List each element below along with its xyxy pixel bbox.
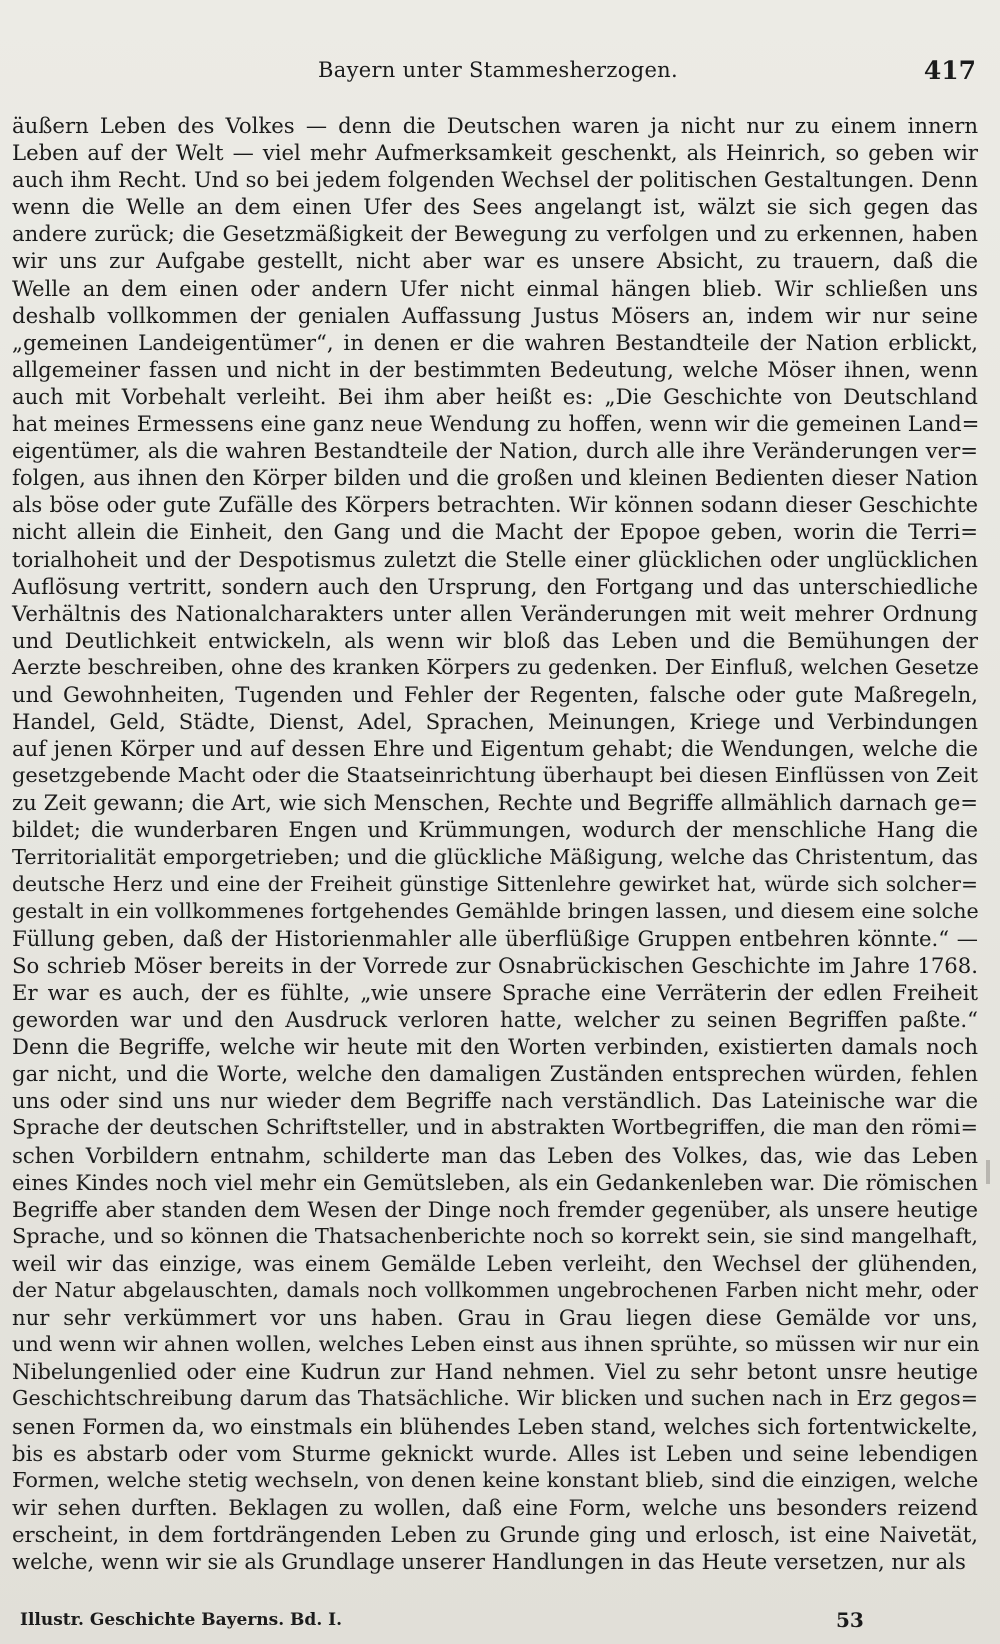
page-header (20, 58, 976, 88)
text-line: als böse oder gute Zufälle des Körpers betrachten. Wir können sodann dieser Geschichte (12, 492, 978, 518)
text-line: nicht allein die Einheit, den Gang und die Macht der Epopoe geben, worin die Terri= (12, 519, 978, 545)
text-line: Nibelungenlied oder eine Kudrun zur Hand nehmen. Viel zu sehr betont unsre heutige (12, 1359, 978, 1385)
text-line: äußern Leben des Volkes — denn die Deutschen waren ja nicht nur zu einem innern (12, 113, 978, 138)
text-line: und wenn wir ahnen wollen, welches Leben einst aus ihnen sprühte, so müssen wir nur ein (12, 1332, 980, 1357)
text-line: Handel, Geld, Städte, Dienst, Adel, Sprachen, Meinungen, Kriege und Verbindungen (12, 709, 978, 735)
text-line: torialhoheit und der Despotismus zuletzt die Stelle einer glücklichen oder unglücklichen (12, 546, 978, 572)
signature-mark: 53 (836, 1608, 864, 1632)
running-head: Bayern unter Stammesherzogen. (318, 58, 678, 82)
text-line: allgemeiner fassen und nicht in der bestimmten Bedeutung, welche Möser ihnen, wenn (12, 356, 978, 382)
text-line: Territorialität emporgetrieben; und die glückliche Mäßigung, welche das Christentum, das (12, 844, 978, 869)
text-line: Aerzte beschreiben, ohne des kranken Körpers zu gedenken. Der Einfluß, welchen Gesetze (12, 654, 979, 679)
text-line: Auflösung vertritt, sondern auch den Ursprung, den Fortgang und das unterschiedliche (12, 573, 978, 599)
text-line: welche, wenn wir sie als Grundlage unserer Handlungen in das Heute versetzen, nur als (12, 1548, 966, 1574)
text-line: wir sehen durften. Beklagen zu wollen, daß eine Form, welche uns besonders reizend (12, 1494, 978, 1520)
text-line: wir uns zur Aufgabe gestellt, nicht aber war es unsere Absicht, zu trauern, daß die (12, 248, 978, 274)
text-line: Er war es auch, der es fühlte, „wie unsere Sprache eine Verräterin der edlen Freiheit (12, 980, 978, 1005)
text-line: gesetzgebende Macht oder die Staatseinrichtung überhaupt bei diesen Einflüssen von Zeit (12, 763, 978, 788)
text-line: bis es abstarb oder vom Sturme geknickt wurde. Alles ist Leben und seine lebendigen (12, 1440, 978, 1466)
signature-line: Illustr. Geschichte Bayerns. Bd. I. (20, 1610, 343, 1630)
body-text (12, 112, 978, 1575)
text-line: senen Formen da, wo einstmals ein blühendes Leben stand, welches sich fortentwickelte, (12, 1413, 978, 1439)
text-line: andere zurück; die Gesetzmäßigkeit der Bewegung zu verfolgen und zu erkennen, haben (12, 221, 978, 247)
text-line: und Gewohnheiten, Tugenden und Fehler der Regenten, falsche oder gute Maßregeln, (12, 681, 978, 707)
text-line: weil wir das einzige, was einem Gemälde Leben verleiht, den Wechsel der glühenden, (12, 1250, 978, 1276)
text-line: Geschichtschreibung darum das Thatsächliche. Wir blicken und suchen nach in Erz gegos= (12, 1386, 978, 1411)
text-line: erscheint, in dem fortdrängenden Leben zu Grunde ging und erlosch, ist eine Naivetät, (12, 1521, 978, 1547)
text-line: auch mit Vorbehalt verleiht. Bei ihm aber heißt es: „Die Geschichte von Deutschland (12, 383, 978, 409)
text-line: wenn die Welle an dem einen Ufer des Sees angelangt ist, wälzt sie sich gegen das (12, 194, 978, 220)
text-line: hat meines Ermessens eine ganz neue Wendung zu hoffen, wenn wir die gemeinen Land= (12, 411, 980, 437)
text-line: eines Kindes noch viel mehr ein Gemütsleben, als ein Gedankenleben war. Die römischen (12, 1169, 978, 1195)
page-footer (20, 1610, 940, 1634)
text-line: schen Vorbildern entnahm, schilderte man das Leben des Volkes, das, wie das Leben (12, 1142, 978, 1168)
text-line: folgen, aus ihnen den Körper bilden und die großen und kleinen Bedienten dieser Nation (12, 465, 978, 491)
text-line: Leben auf der Welt — viel mehr Aufmerksamkeit geschenkt, als Heinrich, so geben wir (12, 140, 978, 166)
text-line: „gemeinen Landeigentümer“, in denen er die wahren Bestandteile der Nation erblickt, (12, 329, 978, 355)
text-line: So schrieb Möser bereits in der Vorrede zur Osnabrückischen Geschichte im Jahre 1768. (12, 952, 978, 978)
text-line: bildet; die wunderbaren Engen und Krümmungen, wodurch der menschliche Hang die (12, 817, 978, 843)
text-line: gestalt in ein vollkommenes fortgehendes Gemählde bringen lassen, und diesem eine solche (12, 898, 979, 923)
text-line: Formen, welche stetig wechseln, von denen keine konstant blieb, sind die einzigen, welche (12, 1467, 979, 1492)
text-line: Begriffe aber standen dem Wesen der Dinge noch fremder gegenüber, als unsere heutige (12, 1196, 978, 1222)
text-line: Verhältnis des Nationalcharakters unter allen Veränderungen mit weit mehrer Ordnung (12, 600, 978, 626)
text-line: deutsche Herz und eine der Freiheit günstige Sittenlehre gewirket hat, würde sich solcher= (12, 871, 978, 896)
text-line: auf jenen Körper und auf dessen Ehre und Eigentum gehabt; die Wendungen, welche die (12, 736, 978, 762)
text-line: zu Zeit gewann; die Art, wie sich Menschen, Rechte und Begriffe allmählich darnach ge= (12, 790, 978, 816)
text-line: Sprache der deutschen Schriftsteller, und in abstrakten Wortbegriffen, die man den römi= (12, 1115, 978, 1140)
text-line: der Natur abgelauschten, damals noch vollkommen ungebrochenen Farben nicht mehr, oder (12, 1278, 978, 1303)
text-line: gar nicht, und die Worte, welche den damaligen Zuständen entsprechen würden, fehlen (12, 1061, 978, 1087)
text-line: uns oder sind uns nur wieder dem Begriffe nach verständlich. Das Lateinische war die (12, 1088, 978, 1114)
text-line: nur sehr verkümmert vor uns haben. Grau in Grau liegen diese Gemälde vor uns, (12, 1305, 978, 1331)
text-line: und Deutlichkeit entwickeln, als wenn wir bloß das Leben und die Bemühungen der (12, 627, 978, 653)
page-number: 417 (923, 56, 976, 85)
text-line: auch ihm Recht. Und so bei jedem folgenden Wechsel der politischen Gestaltungen. Denn (12, 167, 978, 193)
text-line: Sprache, und so können die Thatsachenberichte noch so korrekt sein, sie sind mangelhaft, (12, 1223, 978, 1248)
text-line: geworden war und den Ausdruck verloren hatte, welcher zu seinen Begriffen paßte.“ (12, 1007, 978, 1033)
text-line: eigentümer, als die wahren Bestandteile der Nation, durch alle ihre Veränderungen ver= (12, 438, 978, 464)
text-line: Welle an dem einen oder andern Ufer nicht einmal hängen blieb. Wir schließen uns (12, 275, 978, 301)
text-line: Denn die Begriffe, welche wir heute mit den Worten verbinden, existierten damals noch (12, 1034, 978, 1060)
page-edge-mark (986, 1160, 990, 1184)
text-line: deshalb vollkommen der genialen Auffassung Justus Mösers an, indem wir nur seine (12, 302, 978, 328)
text-line: Füllung geben, daß der Historienmahler alle überflüßige Gruppen entbehren könnte.“ — (12, 925, 978, 951)
